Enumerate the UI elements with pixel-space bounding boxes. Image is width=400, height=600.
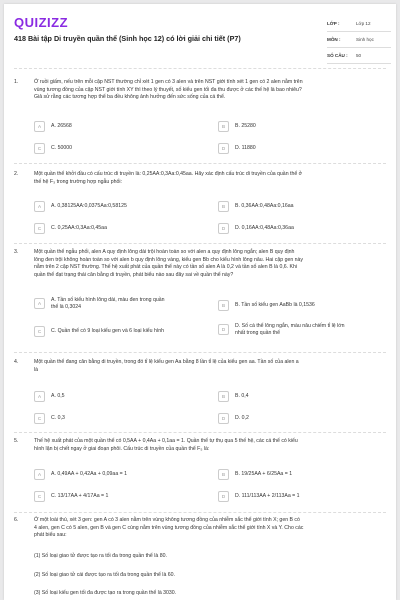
worksheet-title: 418 Bài tập Di truyền quần thể (Sinh học 12) có lời giải chi tiết (P7) [14, 34, 241, 43]
option-b[interactable] [218, 201, 294, 212]
question-text [34, 359, 384, 374]
question-text-line: lông đen trội không hoàn toàn so với alen b quy định lông vàng, kiểu gen Bb cho kiểu hình lông nâu. Hai cặp gen này [34, 256, 304, 263]
question-number: 3. [14, 249, 19, 255]
question-number: 2. [14, 171, 19, 177]
option-d[interactable] [218, 323, 345, 336]
option-text: A. 26568 [51, 123, 72, 130]
question-text [34, 517, 384, 540]
question-number: 1. [14, 79, 19, 85]
divider [14, 68, 386, 69]
option-text: B. Tần số kiểu gen AaBb là 0,1536 [235, 302, 315, 309]
statement-2: (2) Số loại giao tử cái được tạo ra tối đa trong quần thể là 60. [34, 572, 175, 578]
option-letter-box: A [34, 469, 45, 480]
option-text: A. 0,49AA + 0,42Aa + 0,09aa = 1 [51, 471, 128, 478]
question-text-line: thế hệ F₃ trong trường hợp ngẫu phối: [34, 178, 122, 185]
question-text-line: nằm trên 2 cặp NST thường. Thế hệ xuất phát của quần thể này có tần số alen A là 0,2 và tần số alen B là 0,6. Khi [34, 264, 298, 271]
meta-value: Sinh học [356, 37, 374, 42]
option-letter-box: D [218, 324, 229, 335]
question-text-line: Một quần thể đang cân bằng di truyền, trong đó tỉ lệ kiểu gen Aa bằng 8 lần tỉ lệ của kiểu gen aa. Tần số của alen a [34, 359, 299, 365]
meta-label: MÔN : [327, 37, 341, 42]
option-letter-box: D [218, 491, 229, 502]
option-letter-box: D [218, 223, 229, 234]
divider [14, 163, 386, 164]
meta-value: Lớp 12 [356, 21, 371, 26]
statement-3: (3) Số loại kiểu gen tối đa được tạo ra trong quần thể là 3030. [34, 590, 177, 596]
option-letter-box: A [34, 121, 45, 132]
option-letter-box: B [218, 391, 229, 402]
question-text-line: phát biểu sau: [34, 532, 67, 539]
option-text-line: D. Số cá thể lông ngắn, màu nâu chiếm tỉ lệ lớn [235, 323, 345, 329]
option-a[interactable] [34, 469, 127, 480]
question-text-line: là [34, 366, 39, 373]
option-c[interactable] [34, 326, 164, 337]
option-text: A. 0,38125AA:0,0375Aa:0,58125 [51, 203, 127, 210]
option-d[interactable] [218, 413, 249, 424]
question-number: 5. [14, 438, 19, 444]
option-b[interactable] [218, 300, 315, 311]
question-text-line: hình lặn bị chết ngay ở giai đoạn phôi. Cấu trúc di truyền của quần thể F₅ là: [34, 445, 210, 452]
option-text: A. 0,5 [51, 393, 65, 400]
option-c[interactable] [34, 143, 72, 154]
quizizz-logo: QUIZIZZ [14, 15, 69, 30]
option-text: D. 11880 [235, 145, 256, 152]
option-letter-box: D [218, 413, 229, 424]
option-c[interactable] [34, 223, 107, 234]
option-text: C. 50000 [51, 145, 73, 152]
question-text [34, 171, 384, 186]
option-text [51, 297, 165, 310]
question-text-line: Ở ruồi giấm, nếu trên mỗi cặp NST thường chỉ xét 1 gen có 3 alen và trên NST giới tính xét 1 gen có 2 alen nằm trên [34, 79, 303, 85]
question-text [34, 79, 384, 102]
question-number: 4. [14, 359, 19, 365]
option-letter-box: A [34, 298, 45, 309]
option-letter-box: C [34, 413, 45, 424]
worksheet-header [4, 4, 396, 64]
question-number: 6. [14, 517, 19, 523]
option-letter-box: A [34, 201, 45, 212]
question-text-line: vùng tương đồng của cặp NST giới tính XY thì theo lý thuyết, số kiểu gen tối đa thu được ở các thế hệ là bao nhiêu? [34, 86, 302, 93]
worksheet-page [4, 4, 396, 600]
option-a[interactable] [34, 201, 127, 212]
option-text: C. 0,25AA:0,3Aa:0,45aa [51, 225, 107, 232]
option-text: B. 25280 [235, 123, 256, 130]
question-text-line: 4 alen, gen C có 5 alen, gen B và gen C cùng nằm trên vùng tương đồng của nhiễm sắc thể giới tính X và Y. Cho các [34, 524, 304, 531]
option-c[interactable] [34, 413, 65, 424]
option-text: C. 0,3 [51, 415, 65, 422]
option-letter-box: B [218, 300, 229, 311]
option-text-line: A. Tần số kiểu hình lông dài, màu đen trong quần [51, 297, 165, 303]
option-text: D. 111/113AA + 2/113Aa = 1 [235, 493, 300, 500]
option-letter-box: B [218, 201, 229, 212]
option-letter-box: C [34, 491, 45, 502]
option-letter-box: C [34, 223, 45, 234]
worksheet-meta [327, 16, 391, 64]
statement-1: (1) Số loại giao tử được tạo ra tối đa trong quần thể là 80. [34, 553, 167, 559]
option-d[interactable] [218, 223, 294, 234]
option-text: B. 0,4 [235, 393, 249, 400]
option-letter-box: A [34, 391, 45, 402]
option-letter-box: C [34, 143, 45, 154]
question-text-line: Thế hệ xuất phát của một quần thể có 0,5AA + 0,4Aa + 0,1aa = 1. Quần thể tự thụ qua 5 thế hệ, các cá thể có kiểu [34, 438, 298, 444]
option-text: C. 13/17AA + 4/17Aa = 1 [51, 493, 109, 500]
option-text-line: thể là 0,3024 [51, 303, 81, 310]
divider [14, 432, 386, 433]
question-text-line: quần thể đạt trạng thái cân bằng di truyền, phát biểu nào sau đây sai về quần thể này? [34, 271, 234, 278]
option-letter-box: B [218, 121, 229, 132]
option-d[interactable] [218, 143, 256, 154]
option-letter-box: B [218, 469, 229, 480]
option-a[interactable] [34, 391, 65, 402]
option-letter-box: D [218, 143, 229, 154]
divider [14, 512, 386, 513]
option-b[interactable] [218, 121, 256, 132]
question-text-line: Một quần thể ngẫu phối, alen A quy định lông dài trội hoàn toàn so với alen a quy định lông ngắn; alen B quy định [34, 249, 295, 255]
meta-label: SỐ CÂU : [327, 53, 348, 58]
option-text: D. 0,2 [235, 415, 249, 422]
option-text: D. 0,16AA:0,48Aa:0,36aa [235, 225, 294, 232]
option-text-line: nhất trong quần thể [235, 329, 280, 336]
option-d[interactable] [218, 491, 300, 502]
option-c[interactable] [34, 491, 108, 502]
meta-value: 50 [356, 53, 362, 58]
option-b[interactable] [218, 391, 249, 402]
option-a[interactable] [34, 121, 72, 132]
option-text: C. Quần thể có 9 loại kiểu gen và 6 loại kiểu hình [51, 328, 165, 335]
question-text-line: Giả sử rằng các tương hợp thể ba đều không ảnh hưởng đến sức sống của cá thể. [34, 94, 226, 101]
option-letter-box: C [34, 326, 45, 337]
question-text-line: Một quần thể khởi đầu có cấu trúc di truyền là: 0,25AA:0,3Aa:0,45aa. Hãy xác định cấu trúc di truyền của quần thể ở [34, 171, 303, 177]
option-text: B. 0,36AA:0,48Aa:0,16aa [235, 203, 294, 210]
question-text-line: Ở một loài thú, xét 3 gen: gen A có 3 alen nằm trên vùng không tương đồng của nhiễm sắc thể giới tính X; gen B có [34, 517, 300, 523]
divider [14, 243, 386, 244]
meta-row-grade [327, 16, 391, 32]
option-b[interactable] [218, 469, 292, 480]
meta-label: LỚP : [327, 21, 340, 26]
question-text [34, 438, 384, 453]
divider [14, 352, 386, 353]
meta-row-question-count [327, 48, 391, 64]
question-text [34, 249, 384, 279]
option-text [235, 323, 345, 336]
meta-row-subject [327, 32, 391, 48]
option-text: B. 19/25AA + 6/25Aa = 1 [235, 471, 293, 478]
option-a[interactable] [34, 297, 165, 310]
